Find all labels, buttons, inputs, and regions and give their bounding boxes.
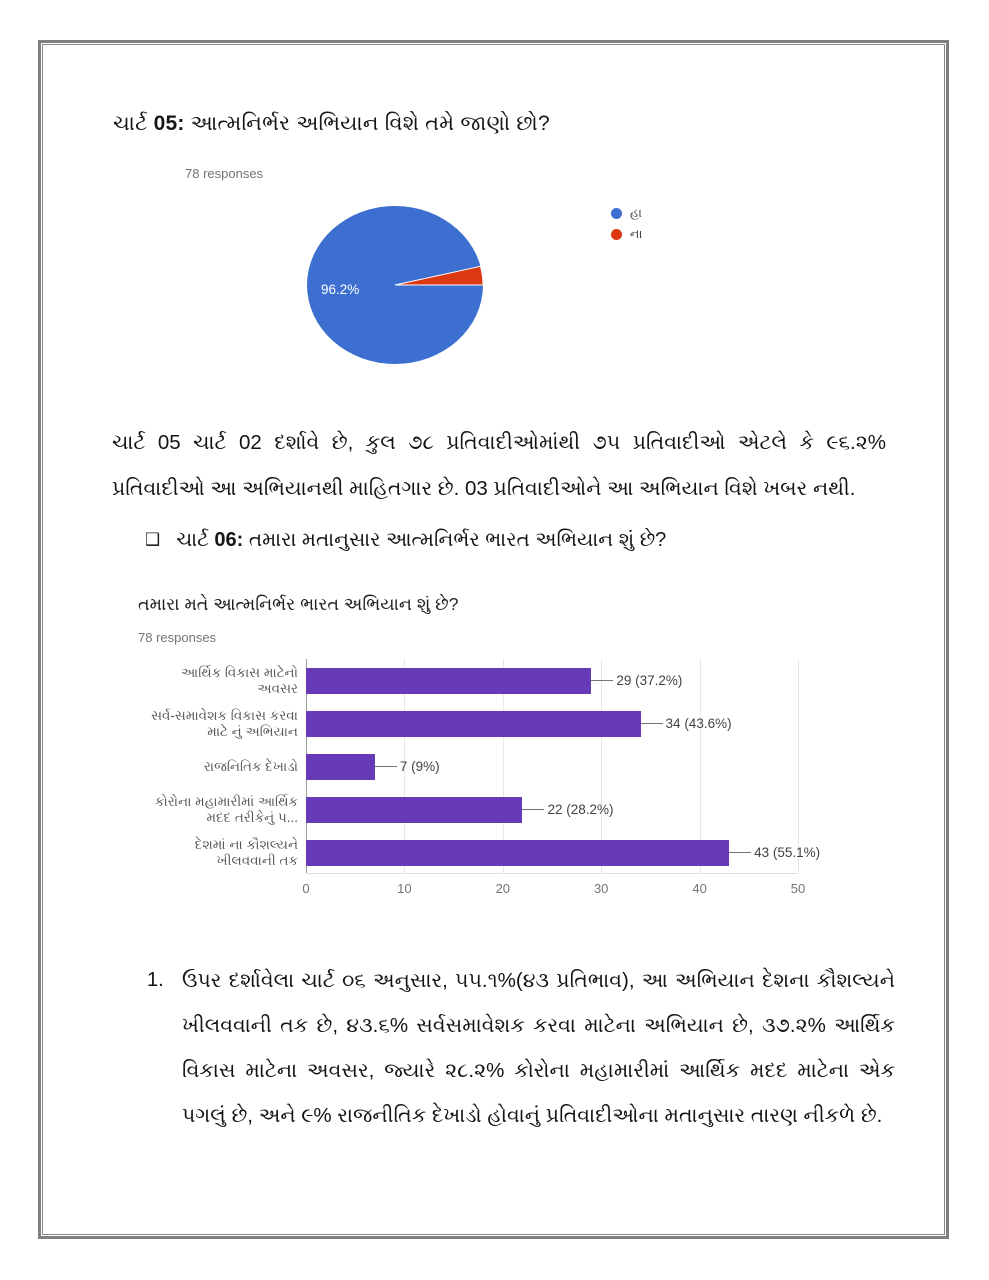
x-axis-tick-label: 50 [790,881,806,896]
x-axis-tick-label: 10 [397,881,412,896]
chart06-heading-prefix: ચાર્ટ [176,529,215,551]
bar-value-label: 29 (37.2%) [616,673,683,688]
pie-responses-count: 78 responses [185,166,264,181]
bar-row [306,659,798,702]
legend-dot-yes [611,208,622,219]
conclusion-list-item [147,958,895,1138]
chart05-heading [113,112,893,136]
bar-row [306,831,821,874]
gridline [798,659,799,873]
bar-category-label: આર્થિક વિકાસ માટેનો અવસર [181,664,298,696]
x-axis-tick-label: 40 [692,881,707,896]
list-item-number: 1. [147,969,164,991]
chart05-heading-prefix: ચાર્ટ [113,112,154,135]
bar-row [306,745,798,788]
bar-value-label: 7 (9%) [399,759,440,774]
chart05-heading-text: આત્મનિર્ભર અભિયાન વિશે તમે જાણો છો? [184,112,550,135]
pie-legend [611,203,642,245]
legend-label-yes: હા [630,206,642,220]
bar-category-label: રાજનિતિક દેખાડો [203,758,298,774]
bar-category-label: સર્વ-સમાવેશક વિકાસ કરવા માટે નું અભિયાન [151,707,298,739]
x-axis-tick-label: 30 [593,881,609,896]
x-axis-tick-label: 20 [495,881,511,896]
chart05-heading-number: 05: [153,112,185,135]
bar-chart-title: તમારા મતે આત્મનિર્ભર ભારત અભિયાન શું છે? [138,594,459,614]
legend-dot-no [611,229,622,240]
value-leader-line [522,809,544,810]
value-leader-line [591,680,613,681]
bar-chart-responses-count: 78 responses [138,630,217,645]
bar-chart [138,659,938,896]
checkbox-bullet-icon: ❑ [145,530,161,549]
bar [306,840,729,866]
x-axis-tick-label: 0 [302,881,310,896]
pie-slice-percentage-label: 96.2% [321,282,360,297]
bar [306,711,641,737]
chart06-heading-number: 06: [214,529,244,551]
chart05-description-paragraph: ચાર્ટ 05 ચાર્ટ 02 દર્શાવે છે, કુલ ૭૮ પ્રતિવાદીઓમાંથી ૭૫ પ્રતિવાદીઓ એટલે કે ૯૬.૨% પ્રતિવાદીઓ આ અભિયાનથી માહિતગાર છે. 03 પ્રતિવાદીઓને આ અભિયાન વિશે ખબર નથી. [112,431,886,500]
bar-category-label: દેશમાં ના કૌશલ્યને ખીલવવાની તક [194,836,298,868]
legend-item-no [611,224,642,245]
bar-row [306,788,798,831]
bar-row [306,702,798,745]
bar [306,668,591,694]
chart06-heading-text: તમારા મતાનુસાર આત્મનિર્ભર ભારત અભિયાન શું છે? [243,529,667,551]
legend-item-yes [611,203,642,224]
conclusion-paragraph: ઉપર દર્શાવેલા ચાર્ટ ૦૬ અનુસાર, ૫૫.૧%(૪૩ પ્રતિભાવ), આ અભિયાન દેશના કૌશલ્યને ખીલવવાની તક છે, ૪૩.૬% સર્વસમાવેશક કરવા માટેના અભિયાન છે, ૩૭.૨% આર્થિક વિકાસ માટેના અવસર, જ્યારે ૨૮.૨% કોરોના મહામારીમાં આર્થિક મદદ માટેના એક પગલું છે, અને ૯% રાજનીતિક દેખાડો હોવાનું પ્રતિવાદીઓના મતાનુસાર તારણ નીકળે છે. [182,969,895,1127]
bar [306,797,522,823]
value-leader-line [375,766,397,767]
bar-chart-plot-area [306,659,821,874]
bar-category-label: કોરોના મહામારીમાં આર્થિક મદદ તરીકેનું પ... [154,793,298,825]
bar-value-label: 43 (55.1%) [754,845,821,860]
legend-label-no: ના [630,227,643,241]
bar-value-label: 22 (28.2%) [547,802,614,817]
value-leader-line [729,852,751,853]
chart06-heading [145,529,885,552]
bar-value-label: 34 (43.6%) [665,716,732,731]
value-leader-line [641,723,663,724]
bar-chart-category-labels [138,659,306,874]
bar-chart-x-axis [302,874,806,896]
pie-chart [307,206,483,364]
bar [306,754,375,780]
